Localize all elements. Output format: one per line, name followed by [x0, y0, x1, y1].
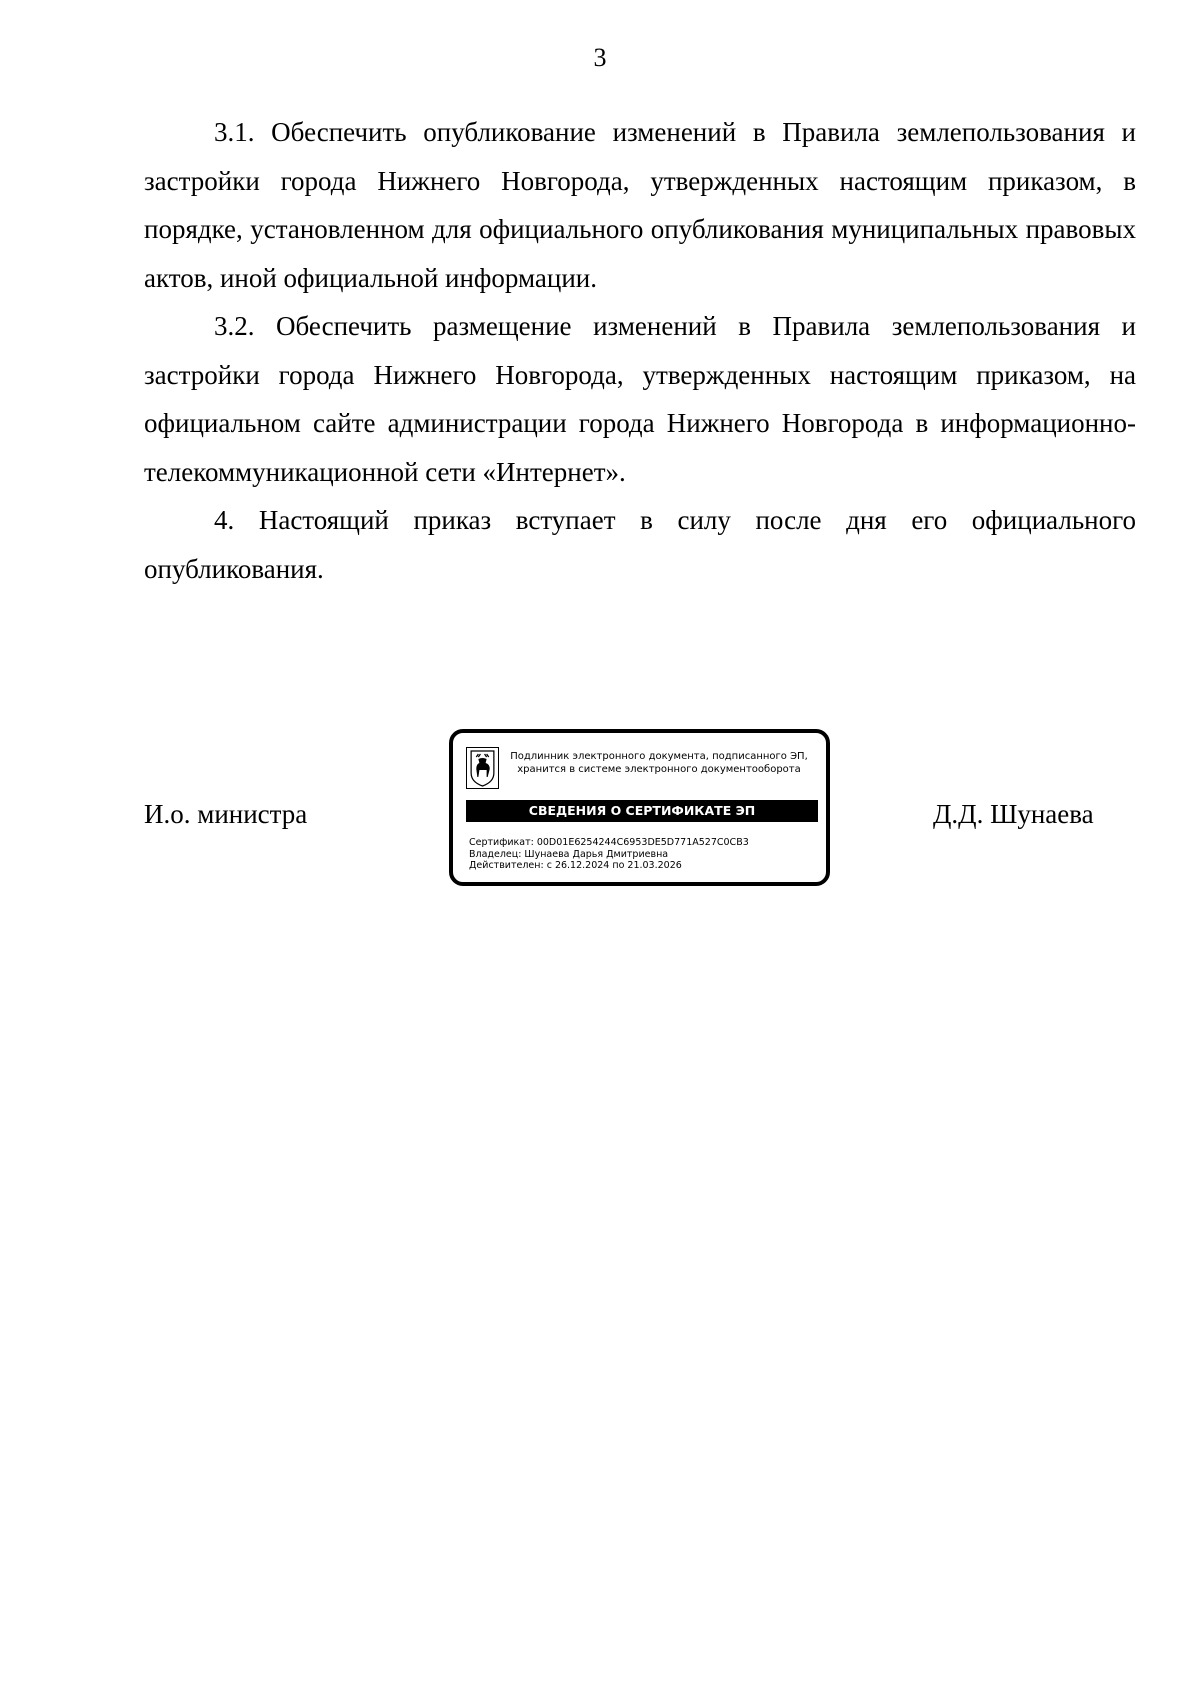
stamp-validity: Действителен: с 26.12.2024 по 21.03.2026 [469, 860, 682, 871]
stamp-owner: Владелец: Шунаева Дарья Дмитриевна [469, 848, 669, 860]
stamp-header-line-2: хранится в системе электронного документооборота [517, 764, 801, 775]
stamp-certificate: Сертификат: 00D01E6254244C6953DE5D771A527C0CB3 [469, 837, 749, 848]
stamp-header [503, 750, 815, 776]
signatory-name: Д.Д. Шунаева [933, 799, 1094, 829]
signatory-position: И.о. министра [144, 799, 308, 829]
paragraph-3-2: 3.2. Обеспечить размещение изменений в Правила землепользования и застройки города Нижнего Новгорода, утвержденных настоящим приказом, на официальном сайте администрации города Нижнего Новгорода в информационно-телекоммуникационной сети «Интернет». [144, 311, 1136, 487]
document-body [144, 108, 1136, 593]
paragraph-4: 4. Настоящий приказ вступает в силу после дня его официального опубликования. [144, 505, 1136, 584]
paragraph-3-1: 3.1. Обеспечить опубликование изменений в Правила землепользования и застройки города Нижнего Новгорода, утвержденных настоящим приказом, в порядке, установленном для официального опубликования муниципальных правовых актов, иной официальной информации. [144, 117, 1136, 293]
stamp-title-bar: СВЕДЕНИЯ О СЕРТИФИКАТЕ ЭП [466, 800, 818, 822]
page-number: 3 [593, 43, 607, 72]
stamp-header-line-1: Подлинник электронного документа, подписанного ЭП, [510, 751, 808, 762]
electronic-signature-stamp [449, 729, 830, 886]
coat-of-arms-icon [466, 747, 499, 789]
stamp-details [469, 837, 749, 872]
